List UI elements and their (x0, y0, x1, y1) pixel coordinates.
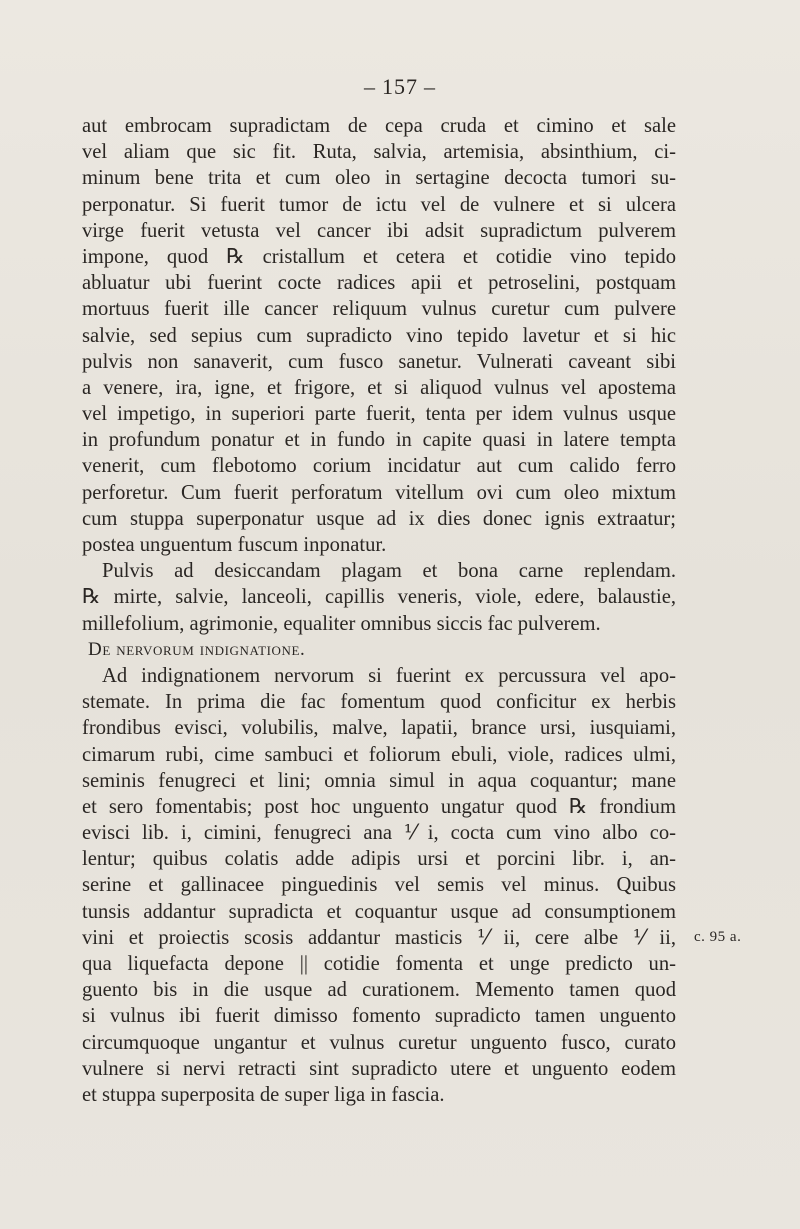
text-line: et stuppa superposita de super liga in fascia. (82, 1083, 445, 1106)
paragraph-1 (82, 113, 676, 558)
paragraph-2 (82, 558, 676, 637)
text-line: aut embrocam supradictam de cepa cruda et cimino et sale (82, 115, 676, 137)
text-line: vel impetigo, in superiori parte fuerit, tenta per idem vulnus usque (82, 403, 676, 426)
text-line: tunsis addantur supradicta et coquantur usque ad consumptionem (82, 900, 676, 923)
text-line: venerit, cum flebotomo corium incidatur aut cum calido ferro (82, 455, 676, 478)
text-line: et sero fomentabis; post hoc unguento ungatur quod ℞ frondium (82, 795, 676, 818)
text-line: Pulvis ad desiccandam plagam et bona carne replendam. (102, 560, 676, 583)
text-line: salvie, sed sepius cum supradicto vino tepido lavetur et si hic (82, 324, 676, 347)
text-line: mortuus fuerit ille cancer reliquum vulnus curetur cum pulvere (82, 298, 676, 321)
page-number: – 157 – (364, 74, 436, 99)
text-line: millefolium, agrimonie, equaliter omnibus siccis fac pulverem. (82, 612, 601, 635)
text-line: perforetur. Cum fuerit perforatum vitellum ovi cum oleo mixtum (82, 481, 676, 504)
text-line: cum stuppa superponatur usque ad ix dies donec ignis extraatur; (82, 507, 676, 530)
text-line: a venere, ira, igne, et frigore, et si aliquod vulnus vel apostema (82, 376, 676, 399)
text-line: si vulnus ibi fuerit dimisso fomento supradicto tamen unguento (82, 1005, 676, 1028)
margin-note: c. 95 a. (694, 929, 742, 945)
text-line: in profundum ponatur et in fundo in capite quasi in latere tempta (82, 429, 676, 452)
text-line: minum bene trita et cum oleo in sertagine decocta tumori su- (82, 167, 676, 190)
text-line: pulvis non sanaverit, cum fusco sanetur. Vulnerati caveant sibi (82, 350, 676, 373)
text-line: seminis fenugreci et lini; omnia simul in aqua coquantur; mane (82, 769, 676, 792)
text-line: abluatur ubi fuerint cocte radices apii et petroselini, postquam (82, 272, 676, 295)
text-line: vel aliam que sic fit. Ruta, salvia, artemisia, absinthium, ci- (82, 141, 676, 164)
text-line: vulnere si nervi retracti sint supradicto utere et unguento eodem (82, 1057, 676, 1080)
text-line: guento bis in die usque ad curationem. Memento tamen quod (82, 979, 676, 1002)
text-line: perponatur. Si fuerit tumor de ictu vel de vulnere et si ulcera (82, 193, 676, 216)
text-line: ℞ mirte, salvie, lanceoli, capillis veneris, viole, edere, balaustie, (82, 586, 676, 609)
paragraph-3 (82, 663, 676, 1108)
section-heading: De nervorum indignatione. (88, 638, 306, 660)
text-line: virge fuerit vetusta vel cancer ibi adsit supradictum pulverem (82, 219, 676, 242)
text-line: qua liquefacta depone || cotidie fomenta et unge predicto un- (82, 953, 676, 975)
body-text (82, 113, 676, 1108)
text-line: impone, quod ℞ cristallum et cetera et cotidie vino tepido (82, 245, 676, 268)
text-line: circumquoque ungantur et vulnus curetur unguento fusco, curato (82, 1031, 676, 1054)
text-line: frondibus evisci, volubilis, malve, lapatii, brance ursi, iusquiami, (82, 717, 676, 740)
text-line: evisci lib. i, cimini, fenugreci ana ⅟ i, cocta cum vino albo co- (82, 822, 676, 845)
text-line: cimarum rubi, cime sambuci et foliorum ebuli, viole, radices ulmi, (82, 743, 676, 766)
text-line: lentur; quibus colatis adde adipis ursi et porcini libr. i, an- (82, 848, 676, 871)
text-line: stemate. In prima die fac fomentum quod conficitur ex herbis (82, 691, 676, 714)
text-line: Ad indignationem nervorum si fuerint ex percussura vel apo- (102, 664, 676, 687)
text-line: vini et proiectis scosis addantur masticis ⅟ ii, cere albe ⅟ ii, (82, 926, 676, 949)
text-line: serine et gallinacee pinguedinis vel semis vel minus. Quibus (82, 874, 676, 897)
text-line: postea unguentum fuscum inponatur. (82, 534, 387, 556)
